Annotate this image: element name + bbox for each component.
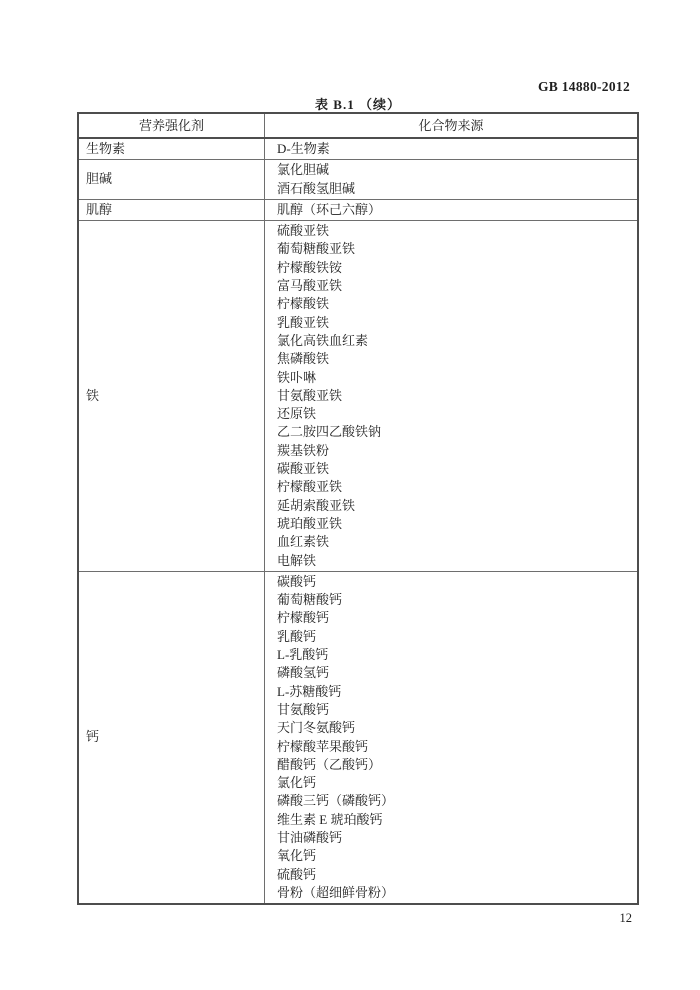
source-item: 琥珀酸亚铁	[277, 515, 343, 531]
sources-cell	[264, 221, 637, 571]
table-row	[79, 159, 637, 199]
source-item: 氯化胆碱	[277, 162, 330, 178]
fortifier-cell	[79, 221, 264, 571]
source-item: 甘油磷酸钙	[277, 829, 343, 845]
source-item: L-苏糖酸钙	[277, 683, 342, 699]
column-header-compound-source: 化合物来源	[264, 114, 637, 137]
standard-code: GB 14880-2012	[537, 79, 630, 94]
source-item: 磷酸氢钙	[277, 665, 330, 681]
source-item: 焦磷酸铁	[277, 351, 330, 367]
table-body	[79, 139, 637, 903]
column-header-fortifier: 营养强化剂	[138, 118, 204, 133]
source-item: 氯化高铁血红素	[277, 332, 369, 348]
source-item: 碳酸钙	[277, 573, 317, 589]
source-item: 铁卟啉	[277, 369, 317, 385]
table-row	[79, 571, 637, 903]
fortifier-label: 生物素	[86, 141, 126, 156]
sources-cell	[264, 572, 637, 903]
source-item: 富马酸亚铁	[277, 278, 343, 294]
source-item: 乳酸钙	[277, 628, 317, 644]
source-item: 电解铁	[277, 552, 317, 568]
fortifier-label: 钙	[86, 729, 100, 745]
source-item: 乙二胺四乙酸铁钠	[277, 424, 382, 440]
source-item: 延胡索酸亚铁	[277, 497, 356, 513]
sources-cell	[264, 139, 637, 159]
source-item: 柠檬酸亚铁	[277, 479, 343, 495]
fortifier-label: 肌醇	[86, 201, 113, 217]
table-header-row	[79, 114, 637, 139]
source-item: 肌醇（环己六醇）	[277, 201, 382, 217]
source-item: 醋酸钙（乙酸钙）	[277, 756, 382, 772]
fortifier-cell	[79, 200, 264, 220]
source-item: 柠檬酸钙	[277, 610, 330, 626]
table-caption: 表 B.1 （续）	[315, 97, 401, 112]
fortifier-label: 胆碱	[86, 171, 113, 187]
source-item: 血红素铁	[277, 534, 330, 550]
source-item: 氧化钙	[277, 848, 317, 864]
table-row	[79, 220, 637, 571]
source-item: D-生物素	[277, 141, 330, 156]
source-item: 甘氨酸亚铁	[277, 387, 343, 403]
source-item: 柠檬酸铁铵	[277, 259, 343, 275]
source-item: 葡萄糖酸亚铁	[277, 241, 356, 257]
source-item: 氯化钙	[277, 775, 317, 791]
source-item: 乳酸亚铁	[277, 314, 330, 330]
source-item: 还原铁	[277, 406, 317, 422]
source-item: 磷酸三钙（磷酸钙）	[277, 793, 395, 809]
fortifier-label: 铁	[86, 387, 100, 403]
source-item: 柠檬酸铁	[277, 296, 330, 312]
sources-cell	[264, 160, 637, 199]
source-item: 葡萄糖酸钙	[277, 592, 343, 608]
source-item: 骨粉（超细鲜骨粉）	[277, 884, 395, 900]
fortifier-cell	[79, 139, 264, 159]
source-item: 维生素 E 琥珀酸钙	[277, 811, 383, 827]
source-item: 天门冬氨酸钙	[277, 720, 356, 736]
table-b1	[77, 112, 639, 905]
source-item: 酒石酸氢胆碱	[277, 180, 356, 196]
source-item: 甘氨酸钙	[277, 701, 330, 717]
sources-cell	[264, 200, 637, 220]
source-item: 硫酸亚铁	[277, 223, 330, 239]
source-item: 碳酸亚铁	[277, 461, 330, 477]
table-row	[79, 199, 637, 220]
fortifier-cell	[79, 572, 264, 903]
source-item: 硫酸钙	[277, 866, 317, 882]
source-item: 羰基铁粉	[277, 442, 330, 458]
source-item: 柠檬酸苹果酸钙	[277, 738, 369, 754]
table-row	[79, 139, 637, 159]
fortifier-cell	[79, 160, 264, 199]
page-number: 12	[619, 911, 632, 925]
source-item: L-乳酸钙	[277, 647, 329, 663]
